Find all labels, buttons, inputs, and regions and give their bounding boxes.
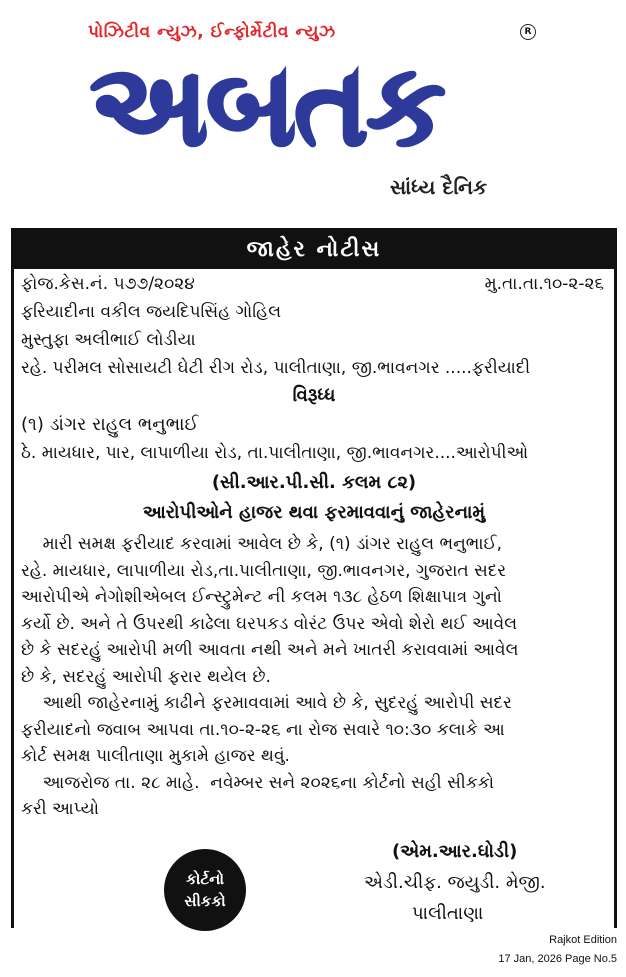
tagline: પોઝિટીવ ન્યુઝ, ઈન્ફોર્મેટીવ ન્યુઝ (88, 22, 336, 42)
advocate-line: ફરિયાદીના વકીલ જયદિપસિંહ ગોહિલ (21, 302, 282, 322)
body-line: મારી સમક્ષ ફરીયાદ કરવામાં આવેલ છે કે, (૧) ડાંગર રાહુલ ભનુભાઈ, (21, 534, 503, 554)
section-label: (સી.આર.પી.સી. કલમ ૮૨) (211, 472, 417, 493)
footer-date-page: 17 Jan, 2026 Page No.5 (498, 953, 617, 965)
body-line: ફરીયાદનો જવાબ આપવા તા.૧૦-૨-૨૬ ના રોજ સવારે ૧૦:૩૦ કલાકે આ (21, 719, 505, 740)
signatory-place: પાલીતાણા (412, 903, 484, 924)
court-seal (164, 849, 246, 931)
signatory-name: (એમ.આર.ઘોડી) (392, 841, 518, 862)
hearing-date: મુ.તા.તા.૧૦-૨-૨૬ (484, 274, 604, 294)
body-line: કરી આપ્યો (21, 799, 99, 819)
body-line: આથી જાહેરનામું કાઢીને ફરમાવવામાં આવે છે કે, સુદરહું આરોપી સદર (21, 693, 512, 713)
accused-address: ઠે. માયધાર, પાર, લાપાળીયા રોડ, તા.પાલીતાણા, જી.ભાવનગર....આરોપીઓ (21, 443, 529, 463)
body-line: આજરોજ તા. ૨૮ માહે. નવેમ્બર સને ૨૦૨૬ના કોર્ટનો સહી સીકકો (21, 772, 494, 793)
notice-subject: આરોપીઓને હાજર થવા ફરમાવવાનું જાહેરનામું (142, 502, 486, 523)
public-notice (11, 228, 617, 928)
masthead (0, 0, 626, 215)
case-number: ફોજ.કેસ.નં. ૫૭૭/૨૦૨૪ (21, 274, 195, 294)
body-line: છે કે, સદરહું આરોપી ફરાર થયેલ છે. (21, 666, 271, 687)
body-line: છે કે સદરહું આરોપી મળી આવતા નથી અને મને ખાતરી કરાવવામાં આવેલ (21, 640, 519, 660)
accused-name: (૧) ડાંગર રાહુલ ભનુભાઈ (21, 414, 199, 435)
body-line: કર્યો છે. અને તે ઉપરથી કાઢેલા ઘરપકડ વોરંટ ઉપર એવો શેરો થઈ આવેલ (21, 613, 518, 634)
notice-heading: જાહેર નોટીસ (14, 231, 614, 269)
signatory-title: એડી.ચીફ. જયુડી. મેજી. (364, 872, 546, 893)
footer-edition: Rajkot Edition (549, 934, 617, 946)
body-line: કોર્ટ સમક્ષ પાલીતાણા મુકામે હાજર થવું. (21, 746, 290, 766)
newspaper-logo: અબતક (90, 41, 444, 171)
body-line: રહે. માયધાર, લાપાળીયા રોડ,તા.પાલીતાણા, જી.ભાવનગર, ગુજરાત સદર (21, 560, 507, 581)
body-line: આરોપીએ નેગોશીએબલ ઈન્સ્ટ્રુમેન્ટ ની કલમ ૧૩૮ હેઠળ શિક્ષાપાત્ર ગુનો (21, 587, 502, 607)
seal-line-2: સીકકો (184, 892, 226, 910)
edition-type: સાંધ્ય દૈનિક (390, 175, 488, 199)
complainant-address: રહે. પરીમલ સોસાયટી ઘેટી રીગ રોડ, પાલીતાણા, જી.ભાવનગર .....ફરીયાદી (21, 358, 531, 378)
notice-body (21, 531, 611, 823)
registered-trademark-icon: R (520, 24, 536, 40)
seal-line-1: કોર્ટનો (186, 870, 224, 888)
versus-label: વિરૂધ્ધ (292, 385, 336, 406)
complainant-name: મુસ્તુફા અલીભાઈ લોડીયા (21, 330, 196, 350)
